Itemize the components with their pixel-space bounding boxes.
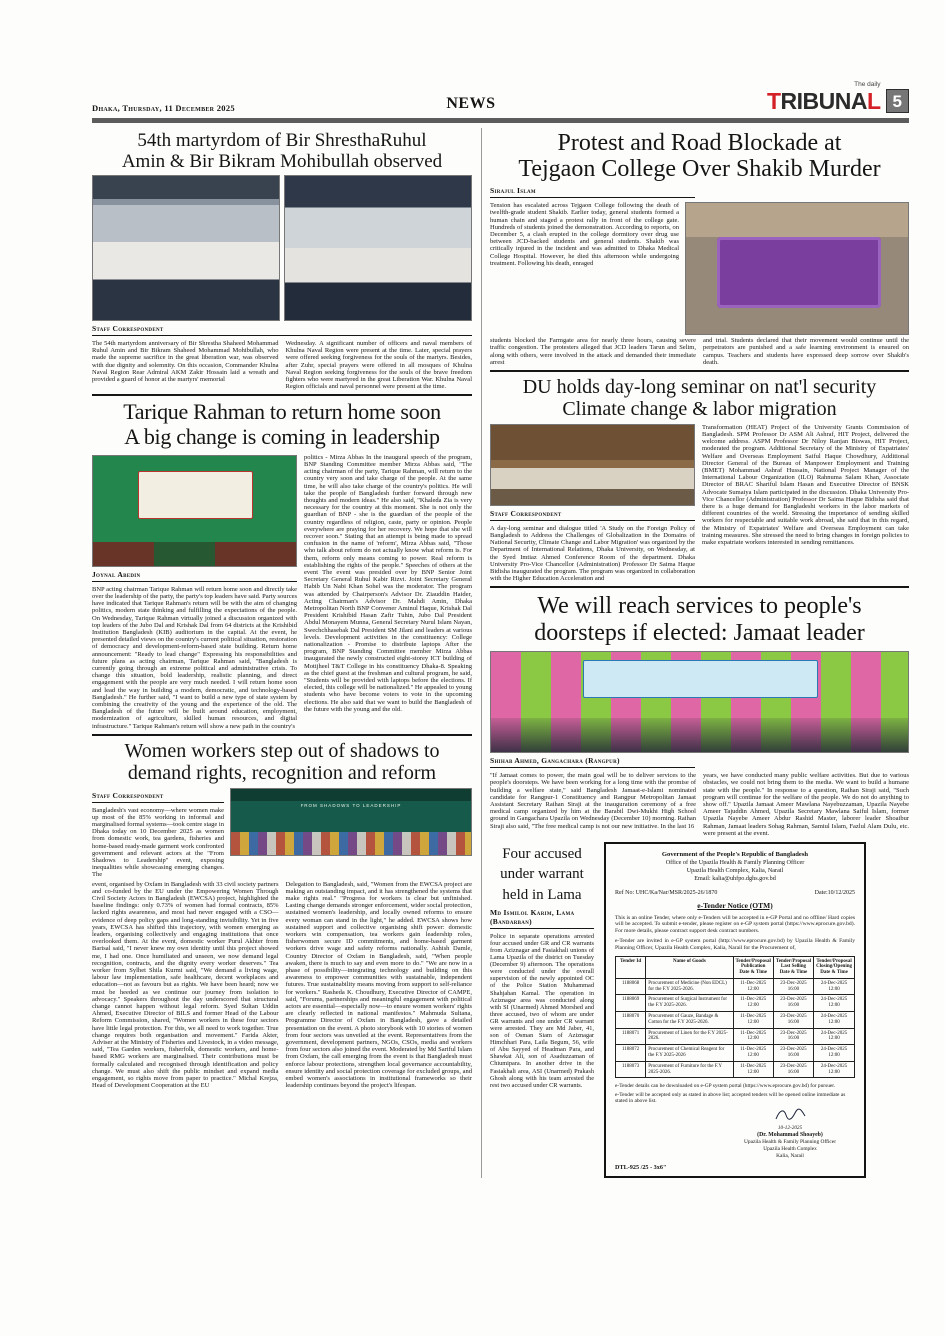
headline — [490, 130, 909, 184]
left-column — [92, 128, 472, 1179]
closing-date: 24-Dec-2025 12:00 — [814, 1061, 855, 1078]
signer-title: Upazila Health & Family Planning Officer — [744, 1139, 836, 1146]
publication-date: 11-Dec-2025 12:00 — [733, 1028, 773, 1045]
signer-title: Upazila Health Complex — [763, 1146, 817, 1153]
left-subcolumn — [92, 454, 297, 730]
closing-date: 24-Dec-2025 12:00 — [814, 995, 855, 1012]
byline: Joynal Abedin — [92, 570, 297, 582]
masthead-logo — [767, 82, 881, 113]
body-columns — [490, 337, 909, 366]
tender-id: 1188068 — [616, 978, 646, 995]
article-tarique — [92, 400, 472, 729]
print-code: DTL-925 /25 - 3x6" — [615, 1164, 667, 1172]
headline-line: Women workers step out of shadows to — [124, 739, 440, 762]
goods-name: Procurement of Chemical Reagent for the F.Y 2025-2026 — [646, 1045, 733, 1062]
closing-date: 24-Dec-2025 12:00 — [814, 1012, 855, 1029]
byline: Sirajul Islam — [490, 186, 695, 198]
body-text: years, we have conducted many public welfare activities. But due to various obstacles, we could not bring them to the media. We want to build a humane state with the people." In response to a question, Raihan Siraji said, "Such program will continue for the welfare of the people. We do not do anything to show off." Upazila Jamaat Ameer Mawlana Nayebuzzaman, Upazila Nayebe Ameer Tajuddin Ahmed, Upazila Secretary Mawlana Saiful Islam, former Upazila Nayebe Ameer Abdur Rashid Master, laborer leader Shoaibur Rahman, Jamaat leaders Sohag Rahman, Samiul Islam, Fazlul Alam Dulu, etc. were present at the event. — [703, 772, 909, 837]
body-text: Transformation (HEAT) Project of the University Grants Commission of Bangladesh. SPM Professor Dr ASM Ali Ashraf, HIT Project, delivered the welcome address. ASPM Professor Dr Niloy Ranjan Biswas, HIT Project, moderated the program. Additional Secretary of the Ministry of Expatriates' Welfare and Overseas Employment Saiful Haque Chowdhury, Additional Director General of the Bureau of Manpower Employment and Training (BMET) Mohammad Ashraf Hussain, National Project Manager of the International Labour Organization (ILO) Rahnuma Salam Khan, Associate Director of BRAC Shariful Islam Hasan and Executive Director of BNSK Advocate Sumaiya Islam participated in the discussion. Dhaka University Pro-Vice Chancellor (Administration) Professor Dr Saima Haque Bidisha said that there is a huge demand for Bangladeshi workers in the labor markets of different countries of the world. Stressing the importance of sending skilled workers for respectable and suitable work abroad, she said that in this regard, the Ministry of Expatriates' Welfare and Overseas Employment can take training measures. She stressed the need to bring changes in foreign policies to make expatriate workers interested in sending remittances. — [702, 423, 909, 547]
headline-line: A big change is coming in leadership — [124, 424, 440, 450]
byline: Shihab Ahmed, Gangachara (Rangpur) — [490, 756, 695, 768]
headline — [490, 376, 909, 421]
headline — [92, 400, 472, 449]
column-header: Tender/Proposal Closing/Opening Date & Time — [814, 956, 855, 978]
headline — [490, 844, 594, 905]
body-text: "If Jamaat comes to power, the main goal will be to deliver services to the people's doorsteps. We have been working for a long time with the promise of building a welfare state," said Bangladesh Jamaat-e-Islami nominated candidate for Rangpur-1 Constituency and Rangpur Metropolitan Jamaat Assistant Secretary Raihan Siraji at the inauguration ceremony of a free medical camp organized by him at the Barabil Dwi-Mukhi High School ground in Gangachara Upazila on Wednesday (December 10) morning. Raihan Siraji also said, "The free medical camp is not our new initiative. In the last 16 — [490, 772, 696, 830]
tender-note: e-Tender will be accepted only as stated in above list; accepted tenders will be opened online immediate as stated in above list. — [615, 1091, 846, 1104]
tender-letterhead — [615, 851, 855, 882]
headline-line: Tarique Rahman to return home soon — [123, 399, 441, 425]
body-text: politics - Mirza Abbas In the inaugural speech of the program, BNP Standing Committee member Mirza Abbas said, "The acting chairman of the party, Tarique Rahman, will return to the country very soon and take charge of the people. At the same time, he will also take charge of the country's politics. He will take the people of Bangladesh further forward through new thoughts and modern ideas." He also said, "Khaleda Zia is very necessary for the country at this moment. She is not only the guardian of BNP - she is the guardian of the people of the country regardless of religion, caste, party or opinion. People everywhere are praying for her recovery. We hope that she will recover soon." Stating that an attempt is being made to spread confusion in the name of 'reform', Mirza Abbas said, "Those who talk about reform do not actually know what reform is. For them, reform only means coming to power. Real reform is establishing the rights of the people." Speeches of others at the event The event was presided over by BNP Senior Joint Secretary General Ruhul Kabir Rizvi. Joint Secretary General Habib Un Nabi Khan Sohel was the moderator. The program was attended by Chairperson's Advisor Dr. Ziauddin Haider, Acting Chairman's Advisor Dr. Mahdi Amin, Dhaka Metropolitan North BNP Convener Aminul Haque, Krishak Dal President Krishibid Hasan Zafir Tuhin, Jubo Dal President Abdul Monayem Munna, General Secretary Nurul Islam Nayan, Swechchhasebak Dal President SM Jilani and leaders at various levels. Development activities in the constituency: College nationalization - Promise to distribute laptops After the program, BNP Standing Committee member Mirza Abbas inaugurated the newly constructed eight-storey ICT building of Motijheel T&T College in his constituency Dhaka-8. Speaking as the chief guest at the freshman and cultural program, he said, "Students will be provided with laptops before the elections. If elected, this college will be nationalized." He appealed to young students who have become voters to vote in the upcoming elections. He also said that we want to build the Bangladesh of the future with the young and the old. — [304, 453, 472, 713]
goods-name: Procurement of Linen for the F.Y 2025-2026. — [646, 1028, 733, 1045]
last-selling-date: 23-Dec-2025 16:00 — [773, 1012, 813, 1029]
body-text: Tension has escalated across Tejgaon College following the death of twelfth-grade student Shakib. Earlier today, general students formed a human chain and staged a protest rally in front of the college gate. Hundreds of students joined the demonstration. According to reports, on December 5, a clash erupted in the college dormitory over drug use between JCD-backed students and general students. Shakib was critically injured in the incident and was admitted to Dhaka Medical College Hospital. However, he died this afternoon while undergoing treatment. Following his death, enraged — [490, 202, 679, 267]
body-text: BNP acting chairman Tarique Rahman will return home soon and directly take over the leadership of the party, the party's top leaders have said. Party sources have indicated that Tarique Rahman's return will be with the aim of changing politics, modern state thinking and fulfilling the expectations of the people. On Wednesday, Tarique Rahman virtually joined a discussion organized with top leaders of the Jubo Dal and Krishak Dal from 64 districts at the Krishibid Institution Bangladesh (KIB) auditorium in the capital. At the event, he presented detailed views on the country's current political situation, restoration of democracy and development-reform-based state building. Return home announcement: "Ready to lead change" Expressing his responsibilities and future plans as acting chairman, Tarique Rahman said, "Bangladesh is currently going through an extreme political and administrative crisis. To change this situation, bold leadership, realistic planning, and direct engagement with the people are very much needed. I will return home soon and lead the way in building a modern, democratic, and technology-based Bangladesh." He further said, "I want to build a new type of state system by combining the creativity of the young and the experience of the old. The Bangladesh of the future will be built around education, employment, modernization of agriculture, skilled human resources, and digital infrastructure." Tarique Rahman's return will show a new path in the country's — [92, 585, 297, 730]
photo-graphic — [491, 718, 908, 752]
signer-title: Kalia, Narail — [776, 1153, 804, 1160]
divider — [490, 370, 909, 372]
body-text: A day-long seminar and dialogue titled 'A Study on the Foreign Policy of Bangladesh to Address the Challenges of Globalization in the Domains of National Security, Climate Change and Labor Migration' was organized by the Department of International Relations, Dhaka University, on Wednesday, at the Syed Imtiaz Ahmed Conference Room of the department. Dhaka University Pro-Vice Chancellor (Administration) Professor Dr Saima Haque Bidisha inaugurated the program. The program was organized in collaboration with the Higher Education Acceleration and — [490, 524, 695, 583]
signer-name: (Dr. Mohammad Shoayeb) — [757, 1131, 823, 1138]
signature-graphic — [773, 1108, 807, 1122]
photo-graphic — [231, 832, 471, 854]
lede-row — [490, 202, 909, 335]
article-martyrdom — [92, 130, 472, 391]
headline-line: Tejgaon College Over Shakib Murder — [518, 156, 881, 183]
masthead-letter: L — [866, 87, 881, 114]
table-row — [616, 1045, 855, 1062]
notice-date: Date:10/12/2025 — [814, 889, 855, 896]
byline: Staff Correspondent — [92, 324, 472, 336]
headline-line: DU holds day-long seminar on nat'l security — [522, 376, 877, 399]
article-tejgaon — [490, 130, 909, 367]
print-code-row — [615, 1162, 855, 1171]
divider — [490, 586, 909, 588]
office-line: Office of the Upazila Health & Family Planning Officer — [665, 859, 805, 867]
closing-date: 24-Dec-2025 12:00 — [814, 1045, 855, 1062]
body-text: event, organised by Oxfam in Bangladesh with 33 civil society partners and co-funded by the EU under the Empowering Women Through Civil Society Actors in Bangladesh (EWCSA) project, highlighted the baseline findings: only 0.73% of women had formal contracts, 85% lacked rights awareness, and most had never engaged with a CSO—evidence of deep policy gaps and long-standing invisibility. Yet in five years, EWCSA has shifted this trajectory, with women emerging as leaders, organising collectively and engaging institutions that once overlooked them. At the event, domestic worker Purul Akhter from Barisal said, "I never knew my own identity until this project showed me, I had one. Once humiliated and unseen, we now demand legal recognition, contracts, and the dignity every worker deserves." Tea worker from Sylhet Shila Kurmi said, "We demand a living wage, labour law implementation, safe healthcare, decent workplaces and education—not as favours but as rights. We have been heard; now we must be heeded as we continue our journey from isolation to advocacy." Speakers throughout the day underscored that structural change cannot happen without legal reform. Syed Sultan Uddin Ahmed, Executive Director of BILS and former Head of the Labour Reform Commission, shared, "Women workers in these four sectors have little legal protection. For this, we all need to work together. True change requires both organisation and movement." Farida Akter, Adviser at the Ministry of Fisheries and Livestock, in a video message, said, "Tea Garden workers, fisherfolk, domestic workers, and home-based RMG workers are marginalised. Their contributions must be formally calculated and recognised through identification and policy change. We must also shift the public mindset and expand media engagement, so rights move from paper to practice." Michal Krejza, Head of Development Cooperation at the EU — [92, 880, 279, 1090]
publication-date: 11-Dec-2025 12:00 — [733, 1061, 773, 1078]
ref-number: Ref No: UHC/Ka/Nar/MSR/2025-26/1870 — [615, 889, 718, 896]
article-du-seminar — [490, 376, 909, 582]
body-text: Bangladesh's vast economy—where women make up most of the 85% working in informal and marginalised formal systems—took centre stage in Dhaka today on 10 December 2025 as women from domestic work, tea gardens, fisheries and home-based ready-made garment work confronted government and relevant actors at the "From Shadows to Leadership" event, exposing inequalities while showcasing emerging changes. The — [92, 806, 224, 879]
headline-line: Protest and Road Blockade at — [557, 129, 842, 156]
goods-name: Procurement of Medicine (Non EDCL) for the F.Y 2025-2026. — [646, 978, 733, 995]
column-header: Tender/Proposal Publication Date & Time — [733, 956, 773, 978]
lede-row — [92, 788, 472, 879]
tender-id: 1188069 — [616, 995, 646, 1012]
publication-date: 11-Dec-2025 12:00 — [733, 978, 773, 995]
byline: Md Ismilol Karim, Lama (Bandarban) — [490, 908, 594, 929]
photo-graphic — [93, 542, 296, 566]
body-columns — [490, 424, 909, 583]
masthead-letters: RIBUNA — [780, 87, 867, 114]
gov-line: Government of the People's Republic of Bangladesh — [661, 851, 809, 859]
goods-name: Procurement of Gauze, Bandage & Cotton for the F.Y 2025-2026. — [646, 1012, 733, 1029]
women-event-photo — [230, 788, 472, 856]
tender-paragraph: e-Tender are invited in e-GP system portal (http://www.eprocure.gov.bd) by Upazila Health & Family Planning Officer, Upazila Health Complex, Kalia, Narail for the Procurement of, — [615, 938, 855, 951]
last-selling-date: 23-Dec-2025 16:00 — [773, 1061, 813, 1078]
last-selling-date: 23-Dec-2025 16:00 — [773, 978, 813, 995]
left-subcolumn — [490, 424, 695, 583]
byline: Staff Correspondent — [490, 509, 695, 521]
body-columns — [490, 772, 909, 837]
last-selling-date: 23-Dec-2025 16:00 — [773, 1045, 813, 1062]
seminar-photo — [490, 424, 695, 506]
last-selling-date: 23-Dec-2025 16:00 — [773, 1028, 813, 1045]
tender-id: 1188071 — [616, 1028, 646, 1045]
tender-notice — [604, 842, 866, 1178]
goods-name: Procurement of Furniture for the F.Y 2025-2026. — [646, 1061, 733, 1078]
closing-date: 24-Dec-2025 12:00 — [814, 978, 855, 995]
tender-table — [615, 956, 855, 1079]
column-header: Tender Id — [616, 956, 646, 978]
date-line: Dhaka, Thursday, 11 December 2025 — [92, 102, 235, 113]
body-text: students blocked the Farmgate area for nearly three hours, causing severe traffic congestion. The protesters alleged that JCD leaders Tarun and Selim, along with others, were involved in the attack and demanded their immediate arrest — [490, 337, 696, 366]
headline — [92, 740, 472, 785]
ref-row — [615, 890, 855, 896]
table-row — [616, 1028, 855, 1045]
body-columns — [92, 454, 472, 730]
divider — [92, 394, 472, 396]
goods-name: Procurement of Surgical Instrument for the F.Y 2025-2026. — [646, 995, 733, 1012]
masthead-tagline: The daily — [854, 81, 881, 88]
publication-date: 11-Dec-2025 12:00 — [733, 995, 773, 1012]
last-selling-date: 23-Dec-2025 16:00 — [773, 995, 813, 1012]
body-columns — [92, 340, 472, 390]
right-subcolumn — [304, 454, 472, 730]
right-column — [481, 128, 909, 1179]
lede-column — [92, 788, 224, 879]
jamaat-event-photo — [490, 651, 909, 753]
masthead-letter: T — [766, 87, 781, 114]
section-title: NEWS — [446, 94, 496, 112]
body-columns — [92, 881, 472, 1090]
headline-line: We will reach services to people's — [537, 593, 862, 620]
byline: Staff Correspondent — [92, 791, 224, 803]
masthead — [767, 82, 909, 113]
tender-id: 1188072 — [616, 1045, 646, 1062]
body-text: Delegation to Bangladesh, said, "Women from the EWCSA project are making an outstanding impact, and it has strengthened the systems that make rights real." "Progress for workers is clear but unfinished. Lasting change demands stronger enforcement, wider social protection, sustained women's leadership, and locally owned reforms to ensure every woman can stand in the light," he added. EWCSA shows how sustained support and collective organising shift power: domestic workers win compensation, tea workers gain leadership roles, fisherwomen secure ID commitments, and home-based garment workers drive wage and safety reforms nationally. Ashish Damle, Country Director of Oxfam in Bangladesh, said, "When people awaken, there is much to say and even more to do." "We are now in a phase of possibility—integrating technology and building on this awareness to empower communities with sustainable, independent futures. True sustainability means moving from support to self-reliance for workers." Rasheda K. Choudhury, Executive Director of CAMPE, said, "Forums, partnerships and meaningful engagement with political actors are essential—especially now—to ensure women workers' rights are clearly reflected in national manifestos." Mahmuda Sultana, Programme Director of Oxfam in Bangladesh, gave a detailed presentation on the event. A photo storybook with 10 stories of women from four sectors was unveiled at the event. Representatives from the government, development partners, NGOs, CSOs, media and workers from four sectors also joined the event. Moderated by Md Sariful Islam from Oxfam, the call emerging from the event is that Bangladesh must enforce labour protections, strengthen local governance accountability, ensure identity and social protection coverage for excluded groups, and embed women's associations in institutional frameworks so their leadership continues beyond the project's lifespan. — [285, 880, 472, 1090]
article-lama — [490, 842, 594, 1089]
body-text: Police in separate operations arrested four accused under GR and CR warrants from Aziznagar and Fasiakhali unions of Lama Upazila of the district on Tuesday (December 9) afternoon. The operations were conducted under the overall supervision of the newly appointed OC of the Police Station Muhammad Shahjahan Kamal. The operation in Aziznagar area was conducted along with SI (Unarmed) Ahmed Morshed and three accused, two of whom are under GR warrants and one under CR warrant were arrested. They are Md Jaber, 41, son of Osman Siam of Aziznagar Himchhari Para, Laila Begum, 56, wife of Abu Sayyed of Headman Para, and Shawkat Ali, son of Asaduzzaman of Chiumipara. In another drive in the Fasiakhali area, ASI (Unarmed) Prakash Ghosh along with his team arrested the rest two accused under CR warrants. — [490, 932, 594, 1089]
page-header — [92, 82, 909, 123]
publication-date: 11-Dec-2025 12:00 — [733, 1045, 773, 1062]
page-body — [92, 128, 909, 1179]
address-line: Upazila Health Complex, Kalia, Narail — [686, 867, 784, 875]
table-row — [616, 1012, 855, 1029]
headline-line: held in Lama — [502, 886, 582, 903]
martyrdom-photo-left — [92, 175, 280, 321]
headline-line: Climate change & labor migration — [562, 398, 837, 421]
photo-banner-text: FROM SHADOWS TO LEADERSHIP — [300, 803, 402, 809]
martyrdom-photos — [92, 175, 472, 321]
photo-banner-graphic — [583, 660, 819, 698]
protest-photo — [685, 202, 909, 335]
signature-date: 10-12-2025 — [777, 1125, 803, 1132]
bottom-row — [490, 842, 909, 1178]
column-header: Name of Goods — [646, 956, 733, 978]
body-text: The 54th martyrdom anniversary of Bir Shrestha Shaheed Mohammad Ruhul Amin and Bir Bikram Shaheed Mohammad Mohibullah, who made the supreme sacrifice in the great liberation war, was observed with due dignity and solemnity. On this occasion, Commander Khulna Naval Region Rear Admiral AKM Zakir Hossain laid a wreath and provided a guard of honor at the martyrs' memorial — [92, 340, 279, 384]
headline-line: under warrant — [500, 866, 584, 883]
martyrdom-photo-right — [284, 175, 472, 321]
table-header-row — [616, 956, 855, 978]
tender-paragraph: This is an online Tender, where only e-Tenders will be accepted in e-GP Portal and no offline/ Hard copies will be accepted. To submit e-tender, please register on e-GP system portal (https://www.eprocure.gov.bd). For more details, please contract support desk contract numbers. — [615, 914, 855, 934]
tender-id: 1188073 — [616, 1061, 646, 1078]
body-text: and trial. Students declared that their movement would continue until the perpetrators are punished and a safe learning environment is ensured on campus. Teachers and students have expressed deep sorrow over Shakib's death. — [703, 337, 909, 366]
page-number: 5 — [886, 89, 909, 113]
headline-line: 54th martyrdom of Bir ShresthaRuhul — [137, 129, 427, 151]
email-line: Email: kalia@uhfpo.dghs.gov.bd — [694, 874, 776, 882]
article-women-workers — [92, 740, 472, 1090]
signature-block — [725, 1108, 855, 1160]
column-header: Tender/Proposal Last Selling Date & Time — [773, 956, 813, 978]
table-row — [616, 995, 855, 1012]
headline-line: doorsteps if elected: Jamaat leader — [534, 620, 865, 647]
article-jamaat — [490, 593, 909, 837]
headline — [490, 593, 909, 647]
headline-line: Four accused — [502, 846, 582, 863]
photo-banner-graphic — [138, 471, 254, 519]
closing-date: 24-Dec-2025 12:00 — [814, 1028, 855, 1045]
tender-title: e-Tender Notice (OTM) — [697, 900, 773, 910]
headline-line: Amin & Bir Bikram Mohibullah observed — [121, 150, 443, 172]
table-row — [616, 978, 855, 995]
tender-id: 1188070 — [616, 1012, 646, 1029]
tender-note: e-Tender details can be downloaded on e-GP system portal (https://www.eprocure.gov.bd) for pursuer. — [615, 1083, 836, 1090]
masthead-title — [766, 87, 881, 114]
headline — [92, 130, 472, 173]
body-text: Wednesday. A significant number of officers and naval members of Khulna Naval Region were present at the time. Later, special prayers were offered seeking forgiveness for the souls of the martyrs. Besides, after Zuhr, special prayers were offered in all mosques of Khulna Naval Region seeking forgiveness for the souls of the brave freedom fighters who were martyred in the great Liberation War. Khulna Naval Region officials and naval personnel were present at the time. — [285, 340, 472, 391]
divider — [92, 734, 472, 736]
photo-banner-graphic — [717, 237, 881, 308]
table-row — [616, 1061, 855, 1078]
tarique-event-photo — [92, 455, 297, 567]
publication-date: 11-Dec-2025 12:00 — [733, 1012, 773, 1029]
headline-line: demand rights, recognition and reform — [127, 762, 437, 785]
